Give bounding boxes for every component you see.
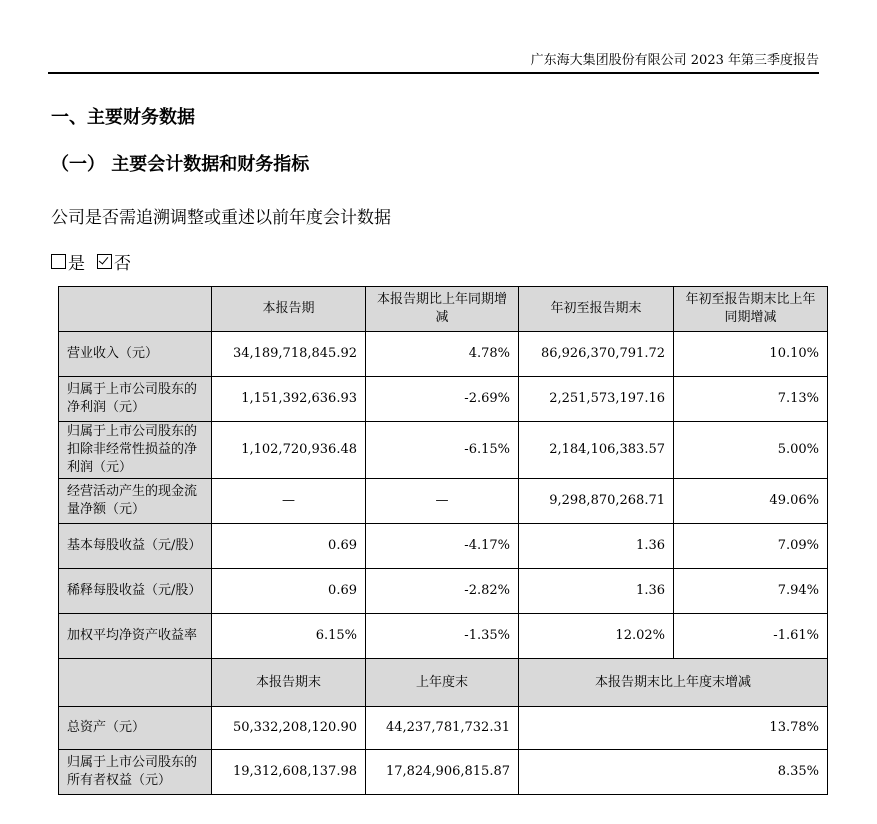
option-no xyxy=(97,249,131,274)
table-cell: 49.06% xyxy=(674,479,828,524)
checked-box-icon xyxy=(97,254,112,269)
header-cell: 年初至报告期末比上年同期增减 xyxy=(674,287,828,332)
subsection-heading: （一） 主要会计数据和财务指标 xyxy=(51,154,310,175)
restatement-question: 公司是否需追溯调整或重述以前年度会计数据 xyxy=(51,208,391,228)
table-cell: -1.61% xyxy=(674,614,828,659)
option-yes-label: 是 xyxy=(68,254,85,274)
table-cell: 6.15% xyxy=(212,614,366,659)
row-label: 经营活动产生的现金流量净额（元） xyxy=(59,479,212,524)
restatement-options xyxy=(51,249,143,274)
table-cell: — xyxy=(212,479,366,524)
table-cell: -2.82% xyxy=(366,569,519,614)
row-label: 基本每股收益（元/股） xyxy=(59,524,212,569)
table-row xyxy=(59,707,828,750)
table-row xyxy=(59,569,828,614)
table-cell: 1.36 xyxy=(519,569,674,614)
financial-data-table xyxy=(58,286,828,795)
table-cell: 19,312,608,137.98 xyxy=(212,750,366,795)
table-cell: 1.36 xyxy=(519,524,674,569)
table-cell: 1,102,720,936.48 xyxy=(212,422,366,479)
section-heading: 一、主要财务数据 xyxy=(51,107,195,128)
row-label: 归属于上市公司股东的扣除非经常性损益的净利润（元） xyxy=(59,422,212,479)
table-cell: 4.78% xyxy=(366,332,519,377)
option-no-label: 否 xyxy=(114,254,131,274)
table-cell: -2.69% xyxy=(366,377,519,422)
table-header-row xyxy=(59,659,828,707)
table-cell: 8.35% xyxy=(519,750,828,795)
header-cell: 本报告期 xyxy=(212,287,366,332)
table-header-row xyxy=(59,287,828,332)
table-cell: 5.00% xyxy=(674,422,828,479)
header-cell: 上年度末 xyxy=(366,659,519,707)
header-cell xyxy=(59,287,212,332)
row-label: 归属于上市公司股东的所有者权益（元） xyxy=(59,750,212,795)
row-label: 营业收入（元） xyxy=(59,332,212,377)
table-cell: 44,237,781,732.31 xyxy=(366,707,519,750)
row-label: 归属于上市公司股东的净利润（元） xyxy=(59,377,212,422)
table-cell: 7.13% xyxy=(674,377,828,422)
table-cell: 7.09% xyxy=(674,524,828,569)
table-row xyxy=(59,422,828,479)
table-cell: -1.35% xyxy=(366,614,519,659)
report-header: 广东海大集团股份有限公司 2023 年第三季度报告 xyxy=(530,53,819,68)
table-cell: 12.02% xyxy=(519,614,674,659)
option-yes xyxy=(51,249,85,274)
table-cell: 86,926,370,791.72 xyxy=(519,332,674,377)
header-rule xyxy=(48,72,819,74)
table-cell: 10.10% xyxy=(674,332,828,377)
header-cell: 年初至报告期末 xyxy=(519,287,674,332)
table-row xyxy=(59,524,828,569)
table-cell: 13.78% xyxy=(519,707,828,750)
table-row xyxy=(59,614,828,659)
table-cell: -4.17% xyxy=(366,524,519,569)
table-cell: 1,151,392,636.93 xyxy=(212,377,366,422)
table-row xyxy=(59,377,828,422)
table-cell: 50,332,208,120.90 xyxy=(212,707,366,750)
header-cell: 本报告期末 xyxy=(212,659,366,707)
table-row xyxy=(59,332,828,377)
table-cell: 9,298,870,268.71 xyxy=(519,479,674,524)
header-cell: 本报告期比上年同期增减 xyxy=(366,287,519,332)
table-row xyxy=(59,750,828,795)
table-cell: 17,824,906,815.87 xyxy=(366,750,519,795)
row-label: 稀释每股收益（元/股） xyxy=(59,569,212,614)
header-cell: 本报告期末比上年度末增减 xyxy=(519,659,828,707)
row-label: 加权平均净资产收益率 xyxy=(59,614,212,659)
row-label: 总资产（元） xyxy=(59,707,212,750)
table-cell: 34,189,718,845.92 xyxy=(212,332,366,377)
table-cell: 0.69 xyxy=(212,524,366,569)
table-cell: -6.15% xyxy=(366,422,519,479)
table-cell: 2,251,573,197.16 xyxy=(519,377,674,422)
header-cell xyxy=(59,659,212,707)
table-cell: — xyxy=(366,479,519,524)
table-cell: 7.94% xyxy=(674,569,828,614)
unchecked-box-icon xyxy=(51,254,66,269)
table-cell: 0.69 xyxy=(212,569,366,614)
table-cell: 2,184,106,383.57 xyxy=(519,422,674,479)
table-row xyxy=(59,479,828,524)
